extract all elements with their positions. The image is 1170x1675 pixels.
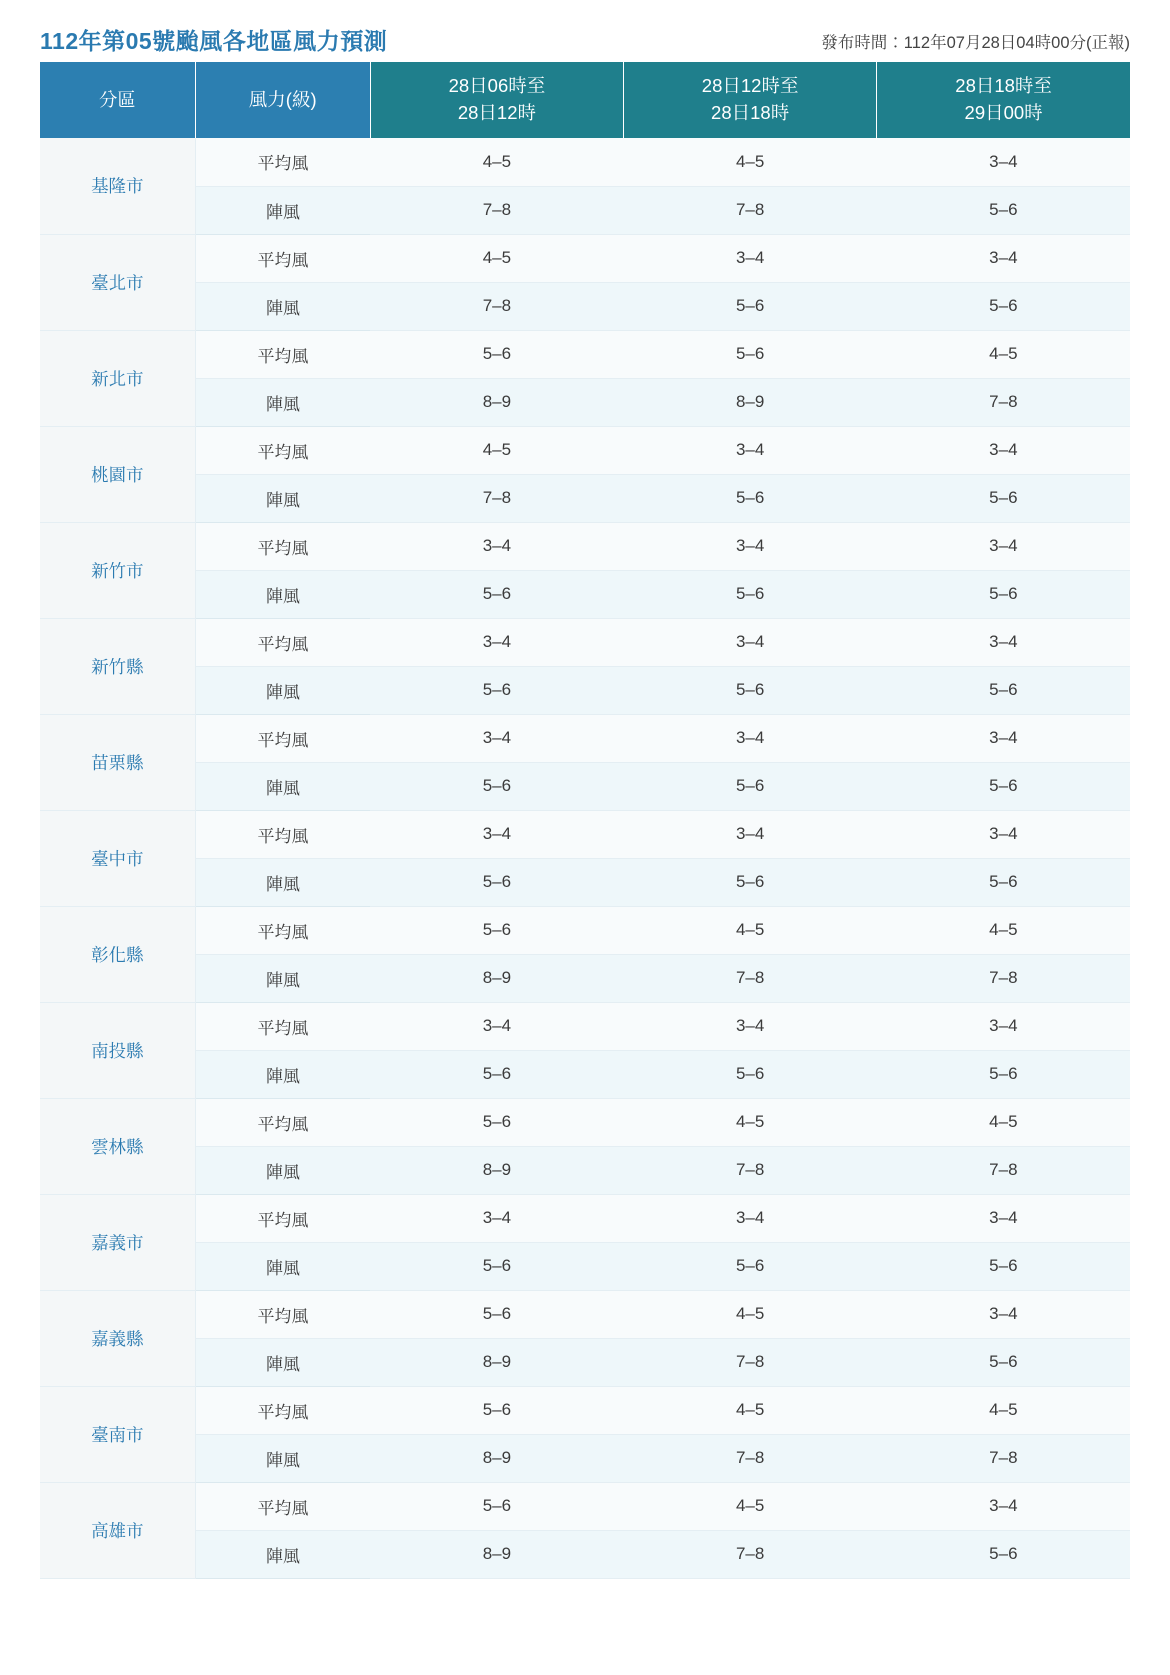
wind-kind-gust: 陣風: [195, 1530, 370, 1578]
value-cell: 5–6: [370, 570, 623, 618]
period-1-line-1: 28日06時至: [448, 75, 546, 97]
value-cell: 8–9: [624, 378, 877, 426]
value-cell: 5–6: [370, 762, 623, 810]
value-cell: 5–6: [624, 282, 877, 330]
table-row: [40, 1098, 1130, 1146]
wind-kind-gust: 陣風: [195, 378, 370, 426]
column-header-windscale: 風力(級): [195, 62, 370, 138]
value-cell: 4–5: [370, 426, 623, 474]
table-body: [40, 138, 1130, 1578]
table-row: [40, 810, 1130, 858]
value-cell: 3–4: [877, 426, 1130, 474]
table-row: [40, 1290, 1130, 1338]
value-cell: 7–8: [624, 1434, 877, 1482]
value-cell: 7–8: [877, 378, 1130, 426]
wind-kind-average: 平均風: [195, 906, 370, 954]
value-cell: 5–6: [370, 1482, 623, 1530]
wind-kind-average: 平均風: [195, 1386, 370, 1434]
value-cell: 3–4: [877, 618, 1130, 666]
value-cell: 3–4: [877, 810, 1130, 858]
value-cell: 5–6: [877, 1338, 1130, 1386]
value-cell: 3–4: [624, 1194, 877, 1242]
value-cell: 4–5: [877, 906, 1130, 954]
value-cell: 4–5: [370, 234, 623, 282]
period-2-line-2: 28日18時: [711, 102, 790, 123]
value-cell: 7–8: [624, 1146, 877, 1194]
table-row: [40, 1146, 1130, 1194]
table-row: [40, 1242, 1130, 1290]
value-cell: 4–5: [877, 1386, 1130, 1434]
region-cell: 高雄市: [40, 1482, 195, 1578]
value-cell: 5–6: [624, 762, 877, 810]
value-cell: 5–6: [370, 1242, 623, 1290]
region-cell: 新竹縣: [40, 618, 195, 714]
value-cell: 3–4: [877, 234, 1130, 282]
table-row: [40, 1194, 1130, 1242]
wind-kind-average: 平均風: [195, 1098, 370, 1146]
region-cell: 新北市: [40, 330, 195, 426]
value-cell: 5–6: [624, 1050, 877, 1098]
page-title: 112年第05號颱風各地區風力預測: [40, 28, 388, 54]
value-cell: 4–5: [624, 1482, 877, 1530]
wind-kind-average: 平均風: [195, 1194, 370, 1242]
value-cell: 5–6: [877, 282, 1130, 330]
table-row: [40, 618, 1130, 666]
table-row: [40, 858, 1130, 906]
region-cell: 臺中市: [40, 810, 195, 906]
table-row: [40, 954, 1130, 1002]
value-cell: 8–9: [370, 1146, 623, 1194]
wind-kind-average: 平均風: [195, 714, 370, 762]
value-cell: 7–8: [624, 1338, 877, 1386]
value-cell: 7–8: [624, 1530, 877, 1578]
value-cell: 4–5: [624, 1290, 877, 1338]
value-cell: 5–6: [877, 186, 1130, 234]
value-cell: 3–4: [624, 522, 877, 570]
wind-kind-average: 平均風: [195, 618, 370, 666]
value-cell: 5–6: [877, 762, 1130, 810]
table-row: [40, 282, 1130, 330]
table-row: [40, 1002, 1130, 1050]
value-cell: 3–4: [877, 138, 1130, 186]
value-cell: 3–4: [370, 1002, 623, 1050]
wind-kind-average: 平均風: [195, 138, 370, 186]
value-cell: 8–9: [370, 378, 623, 426]
value-cell: 5–6: [624, 570, 877, 618]
value-cell: 5–6: [877, 858, 1130, 906]
table-row: [40, 234, 1130, 282]
table-row: [40, 1338, 1130, 1386]
value-cell: 8–9: [370, 1338, 623, 1386]
value-cell: 5–6: [370, 666, 623, 714]
value-cell: 5–6: [370, 858, 623, 906]
value-cell: 3–4: [624, 1002, 877, 1050]
value-cell: 5–6: [370, 906, 623, 954]
period-3-line-1: 28日18時至: [955, 75, 1052, 97]
wind-kind-average: 平均風: [195, 1482, 370, 1530]
value-cell: 4–5: [877, 1098, 1130, 1146]
table-row: [40, 1386, 1130, 1434]
wind-kind-gust: 陣風: [195, 1146, 370, 1194]
table-row: [40, 570, 1130, 618]
value-cell: 5–6: [877, 1242, 1130, 1290]
value-cell: 4–5: [370, 138, 623, 186]
value-cell: 5–6: [370, 330, 623, 378]
region-cell: 嘉義縣: [40, 1290, 195, 1386]
value-cell: 3–4: [624, 618, 877, 666]
period-3-line-2: 29日00時: [964, 102, 1043, 123]
wind-kind-gust: 陣風: [195, 1242, 370, 1290]
value-cell: 5–6: [877, 1050, 1130, 1098]
column-header-region: 分區: [40, 62, 195, 138]
value-cell: 3–4: [624, 234, 877, 282]
value-cell: 3–4: [877, 1002, 1130, 1050]
wind-kind-average: 平均風: [195, 426, 370, 474]
value-cell: 3–4: [877, 714, 1130, 762]
value-cell: 7–8: [877, 1434, 1130, 1482]
value-cell: 3–4: [370, 522, 623, 570]
wind-kind-gust: 陣風: [195, 1050, 370, 1098]
value-cell: 8–9: [370, 1530, 623, 1578]
value-cell: 4–5: [877, 330, 1130, 378]
value-cell: 5–6: [370, 1290, 623, 1338]
table-row: [40, 1434, 1130, 1482]
value-cell: 3–4: [877, 522, 1130, 570]
table-row: [40, 906, 1130, 954]
value-cell: 5–6: [370, 1050, 623, 1098]
value-cell: 5–6: [624, 1242, 877, 1290]
wind-kind-average: 平均風: [195, 1002, 370, 1050]
table-row: [40, 138, 1130, 186]
value-cell: 7–8: [877, 954, 1130, 1002]
value-cell: 3–4: [624, 810, 877, 858]
wind-kind-gust: 陣風: [195, 858, 370, 906]
region-cell: 彰化縣: [40, 906, 195, 1002]
value-cell: 7–8: [370, 186, 623, 234]
table-row: [40, 762, 1130, 810]
table-row: [40, 522, 1130, 570]
region-cell: 新竹市: [40, 522, 195, 618]
wind-kind-gust: 陣風: [195, 474, 370, 522]
region-cell: 桃園市: [40, 426, 195, 522]
wind-kind-average: 平均風: [195, 1290, 370, 1338]
value-cell: 3–4: [370, 618, 623, 666]
wind-kind-gust: 陣風: [195, 762, 370, 810]
period-2-line-1: 28日12時至: [701, 75, 799, 97]
value-cell: 3–4: [877, 1482, 1130, 1530]
region-cell: 南投縣: [40, 1002, 195, 1098]
table-head: [40, 62, 1130, 138]
issued-time: 發布時間：112年07月28日04時00分(正報): [821, 34, 1130, 52]
page-header: [40, 0, 1130, 56]
wind-kind-gust: 陣風: [195, 570, 370, 618]
value-cell: 5–6: [370, 1386, 623, 1434]
table-row: [40, 474, 1130, 522]
wind-kind-gust: 陣風: [195, 1434, 370, 1482]
table-row: [40, 186, 1130, 234]
region-cell: 嘉義市: [40, 1194, 195, 1290]
wind-kind-gust: 陣風: [195, 186, 370, 234]
table-header-row: [40, 62, 1130, 138]
wind-kind-gust: 陣風: [195, 666, 370, 714]
table-row: [40, 426, 1130, 474]
wind-kind-average: 平均風: [195, 522, 370, 570]
column-header-period-1: [370, 62, 623, 138]
value-cell: 5–6: [624, 474, 877, 522]
wind-forecast-table: [40, 62, 1130, 1579]
region-cell: 雲林縣: [40, 1098, 195, 1194]
wind-kind-gust: 陣風: [195, 282, 370, 330]
value-cell: 7–8: [370, 474, 623, 522]
table-row: [40, 330, 1130, 378]
value-cell: 3–4: [624, 426, 877, 474]
value-cell: 3–4: [370, 1194, 623, 1242]
value-cell: 5–6: [624, 666, 877, 714]
table-row: [40, 714, 1130, 762]
value-cell: 7–8: [624, 954, 877, 1002]
value-cell: 5–6: [877, 570, 1130, 618]
region-cell: 臺北市: [40, 234, 195, 330]
value-cell: 3–4: [877, 1290, 1130, 1338]
table-row: [40, 378, 1130, 426]
value-cell: 5–6: [877, 666, 1130, 714]
value-cell: 5–6: [877, 474, 1130, 522]
value-cell: 7–8: [624, 186, 877, 234]
period-1-line-2: 28日12時: [457, 102, 536, 123]
wind-kind-gust: 陣風: [195, 1338, 370, 1386]
value-cell: 3–4: [370, 810, 623, 858]
value-cell: 7–8: [370, 282, 623, 330]
wind-kind-average: 平均風: [195, 810, 370, 858]
column-header-period-3: [877, 62, 1130, 138]
table-row: [40, 1530, 1130, 1578]
column-header-period-2: [624, 62, 877, 138]
value-cell: 8–9: [370, 954, 623, 1002]
table-row: [40, 1050, 1130, 1098]
wind-kind-average: 平均風: [195, 330, 370, 378]
value-cell: 3–4: [370, 714, 623, 762]
value-cell: 4–5: [624, 906, 877, 954]
table-row: [40, 1482, 1130, 1530]
value-cell: 5–6: [370, 1098, 623, 1146]
value-cell: 3–4: [624, 714, 877, 762]
value-cell: 5–6: [624, 858, 877, 906]
value-cell: 8–9: [370, 1434, 623, 1482]
table-row: [40, 666, 1130, 714]
region-cell: 臺南市: [40, 1386, 195, 1482]
value-cell: 4–5: [624, 1098, 877, 1146]
wind-kind-gust: 陣風: [195, 954, 370, 1002]
region-cell: 基隆市: [40, 138, 195, 234]
value-cell: 4–5: [624, 138, 877, 186]
region-cell: 苗栗縣: [40, 714, 195, 810]
value-cell: 5–6: [877, 1530, 1130, 1578]
value-cell: 7–8: [877, 1146, 1130, 1194]
value-cell: 5–6: [624, 330, 877, 378]
value-cell: 4–5: [624, 1386, 877, 1434]
wind-kind-average: 平均風: [195, 234, 370, 282]
value-cell: 3–4: [877, 1194, 1130, 1242]
